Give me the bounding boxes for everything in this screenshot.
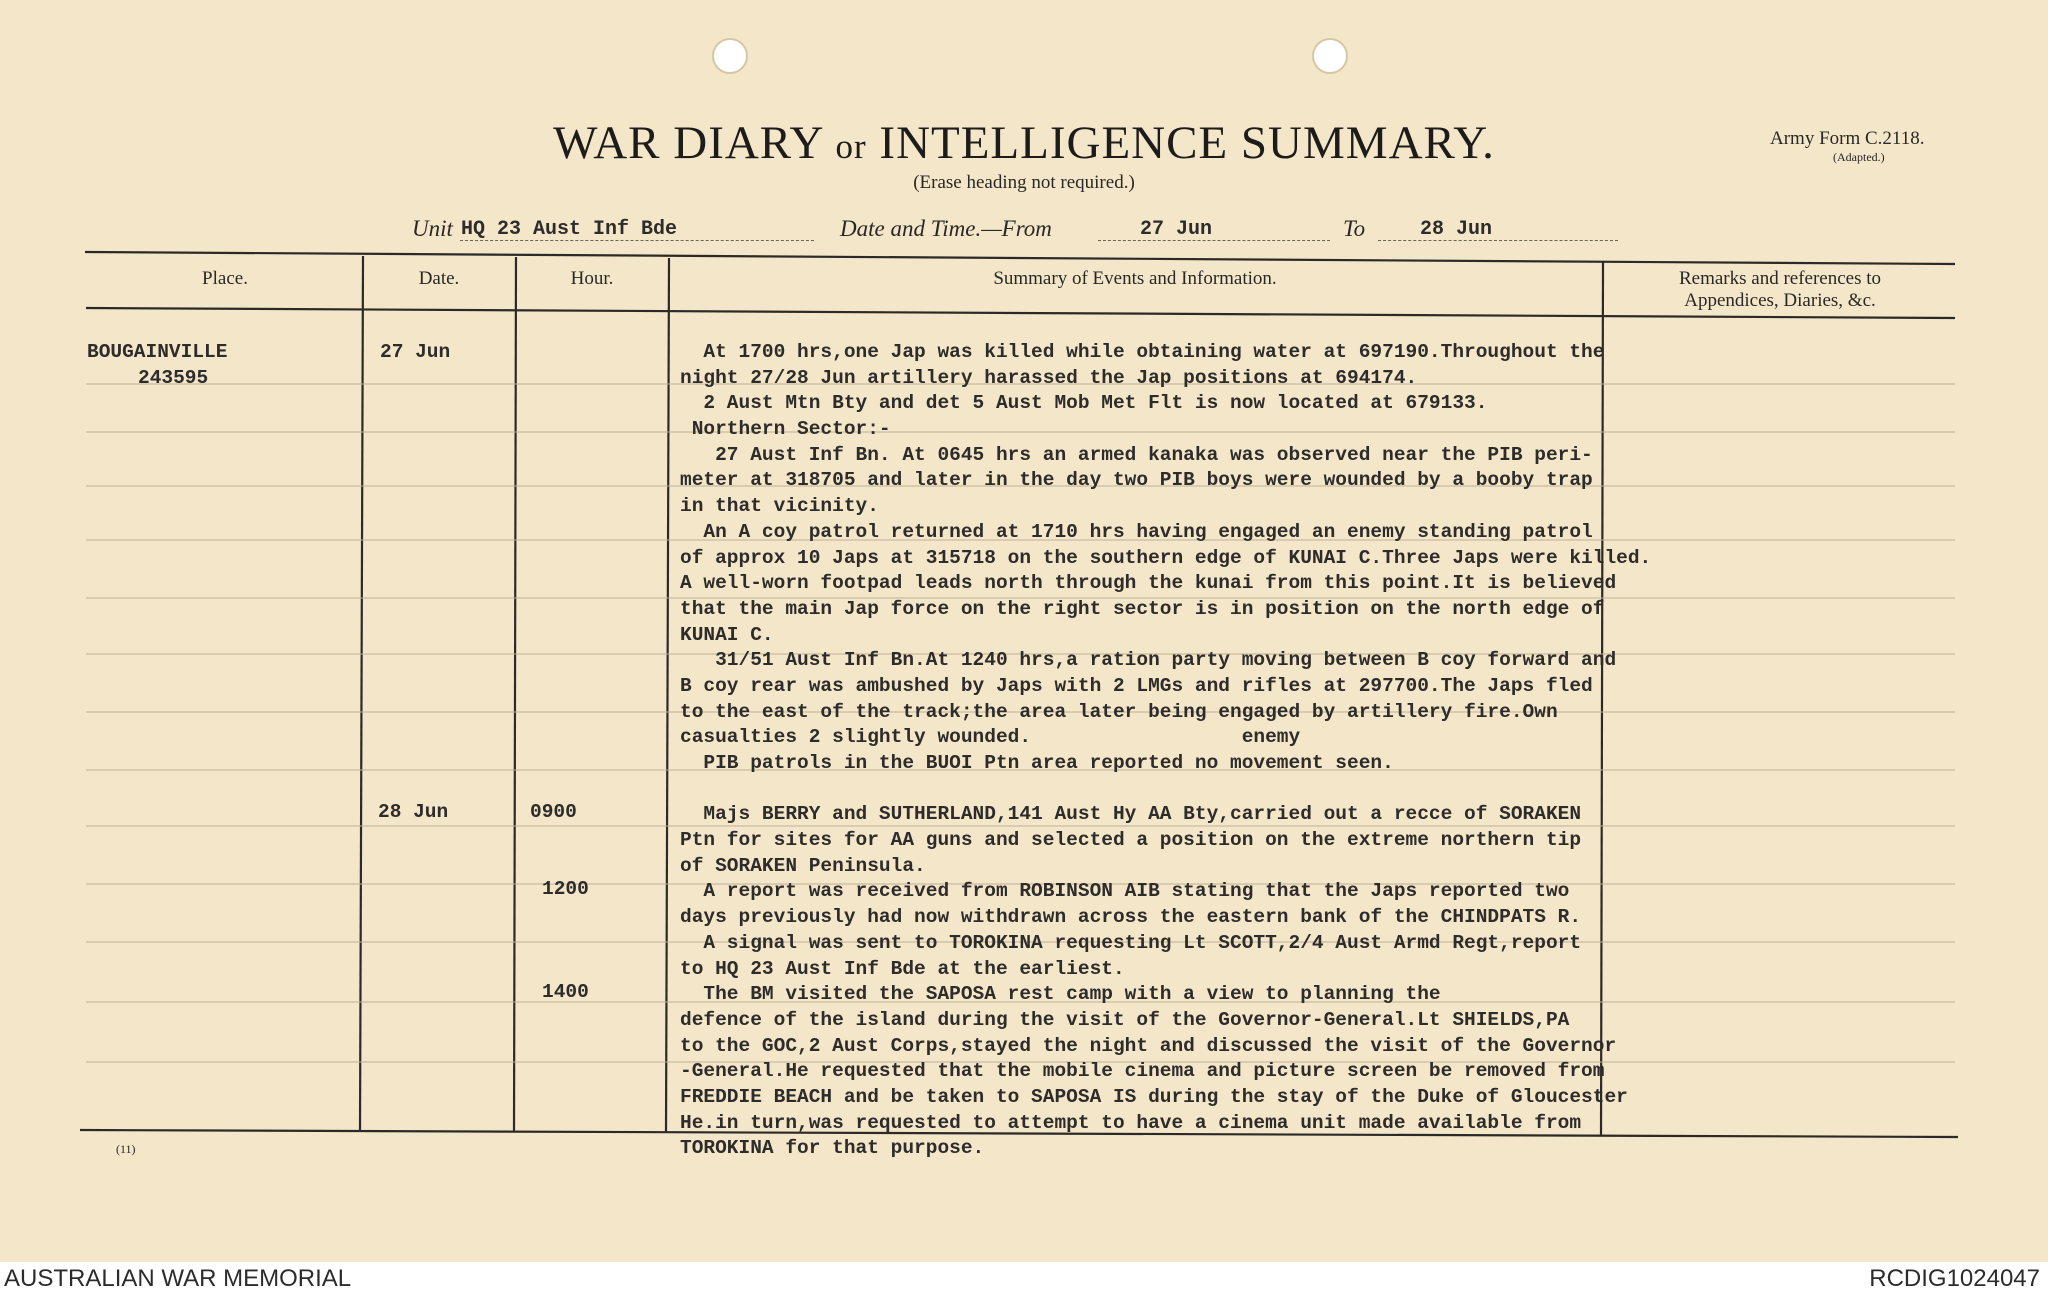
unit-value: HQ 23 Aust Inf Bde: [461, 218, 678, 241]
hour-cell-1200: 1200: [542, 878, 589, 900]
summary-line: Ptn for sites for AA guns and selected a position on the extreme northern tip: [680, 829, 1582, 852]
remarks-header-line2: Appendices, Diaries, &c.: [1684, 290, 1876, 311]
summary-line: An A coy patrol returned at 1710 hrs having engaged an enemy standing patrol: [680, 520, 1593, 543]
summary-line: A signal was sent to TOROKINA requesting Lt SCOTT,2/4 Aust Armd Regt,report: [680, 931, 1582, 954]
summary-line: -General.He requested that the mobile cinema and picture screen be removed from: [680, 1060, 1605, 1083]
place-cell: BOUGAINVILLE: [87, 341, 228, 363]
archive-reference: RCDIG1024047: [1869, 1265, 2040, 1292]
summary-line: Northern Sector:-: [680, 418, 891, 441]
army-form-label: Army Form C.2118.: [1770, 128, 1925, 149]
summary-line: The BM visited the SAPOSA rest camp with a view to planning the: [680, 983, 1441, 1006]
form-number: (11): [116, 1142, 136, 1156]
unit-label: Unit: [412, 216, 453, 241]
date-time-label: Date and Time.—From: [840, 216, 1052, 241]
summary-line: B coy rear was ambushed by Japs with 2 LMGs and rifles at 297700.The Japs fled: [680, 674, 1593, 697]
summary-line: Majs BERRY and SUTHERLAND,141 Aust Hy AA Bty,carried out a recce of SORAKEN: [680, 803, 1582, 826]
summary-line: PIB patrols in the BUOI Ptn area reported no movement seen.: [680, 752, 1394, 774]
column-header-place: Place.: [202, 268, 248, 289]
summary-line: of approx 10 Japs at 315718 on the southern edge of KUNAI C.Three Japs were killed.: [680, 546, 1652, 569]
remarks-header-line1: Remarks and references to: [1678, 268, 1882, 289]
column-header-hour: Hour.: [570, 268, 614, 289]
summary-text-block: [680, 340, 1710, 1165]
title-rest: INTELLIGENCE SUMMARY.: [879, 117, 1495, 169]
summary-line: He.in turn,was requested to attempt to have a cinema unit made available from: [680, 1111, 1582, 1134]
column-header-date: Date.: [418, 268, 460, 289]
grid-ref-cell: 243595: [138, 367, 209, 389]
summary-line: of SORAKEN Peninsula.: [680, 854, 926, 877]
summary-line: 31/51 Aust Inf Bn.At 1240 hrs,a ration party moving between B coy forward and: [680, 649, 1617, 672]
erase-note: (Erase heading not required.): [913, 172, 1135, 193]
title-or: or: [835, 127, 867, 166]
summary-line: night 27/28 Jun artillery harassed the Jap positions at 694174.: [680, 366, 1418, 389]
to-date-value: 28 Jun: [1420, 218, 1493, 241]
archive-credit: AUSTRALIAN WAR MEMORIAL: [4, 1265, 352, 1292]
summary-line: defence of the island during the visit of the Governor-General.Lt SHIELDS,PA: [680, 1008, 1570, 1031]
summary-line: to the GOC,2 Aust Corps,stayed the night and discussed the visit of the Governor: [680, 1034, 1617, 1057]
summary-line: 2 Aust Mtn Bty and det 5 Aust Mob Met Flt is now located at 679133.: [680, 392, 1488, 415]
summary-line: At 1700 hrs,one Jap was killed while obtaining water at 697190.Throughout the: [680, 341, 1605, 363]
to-label: To: [1343, 216, 1366, 241]
title-main: WAR DIARY: [553, 117, 823, 169]
summary-line: in that vicinity.: [680, 495, 879, 518]
summary-line: meter at 318705 and later in the day two PIB boys were wounded by a booby trap: [680, 469, 1593, 492]
summary-line: FREDDIE BEACH and be taken to SAPOSA IS during the stay of the Duke of Gloucester: [680, 1085, 1628, 1108]
summary-line: KUNAI C.: [680, 623, 774, 646]
adapted-label: (Adapted.): [1833, 150, 1885, 164]
hour-cell-0900: 0900: [530, 801, 577, 823]
summary-line: TOROKINA for that purpose.: [680, 1137, 985, 1160]
hour-cell-1400: 1400: [542, 981, 589, 1003]
summary-line: A well-worn footpad leads north through the kunai from this point.It is believed: [680, 572, 1617, 595]
summary-line: to the east of the track;the area later being engaged by artillery fire.Own: [680, 700, 1558, 723]
column-header-remarks: [1602, 268, 1958, 312]
summary-line: [680, 777, 1710, 803]
summary-line: days previously had now withdrawn across the eastern bank of the CHINDPATS R.: [680, 906, 1582, 929]
from-date-value: 27 Jun: [1140, 218, 1213, 241]
summary-line: that the main Jap force on the right sector is in position on the north edge of: [680, 597, 1605, 620]
summary-line: A report was received from ROBINSON AIB stating that the Japs reported two: [680, 880, 1570, 903]
summary-line: casualties 2 slightly wounded. enemy: [680, 726, 1301, 749]
summary-line: 27 Aust Inf Bn. At 0645 hrs an armed kanaka was observed near the PIB peri-: [680, 443, 1593, 466]
date-cell-28-jun: 28 Jun: [378, 801, 449, 823]
summary-line: to HQ 23 Aust Inf Bde at the earliest.: [680, 957, 1125, 980]
column-header-summary: Summary of Events and Information.: [993, 268, 1277, 289]
date-cell-27-jun: 27 Jun: [380, 341, 451, 363]
